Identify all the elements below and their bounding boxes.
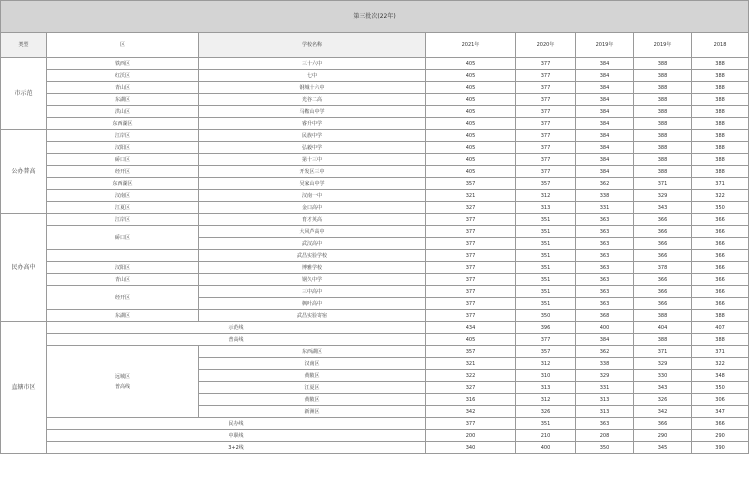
- table-row: [1, 334, 749, 346]
- score-cell: 377: [516, 58, 576, 70]
- score-cell: 405: [426, 154, 516, 166]
- score-cell: 322: [426, 370, 516, 382]
- score-cell: 377: [516, 334, 576, 346]
- score-cell: 208: [576, 430, 634, 442]
- score-cell: 377: [426, 286, 516, 298]
- score-cell: 377: [516, 142, 576, 154]
- table-row: [1, 154, 749, 166]
- header-2020: 2020年: [516, 33, 576, 58]
- score-cell: 351: [516, 262, 576, 274]
- score-cell: 200: [426, 430, 516, 442]
- score-cell: 388: [692, 310, 749, 322]
- score-cell: 371: [692, 346, 749, 358]
- score-cell: 363: [576, 238, 634, 250]
- school-cell: 金口高中: [199, 202, 426, 214]
- score-cell: 362: [576, 178, 634, 190]
- score-cell: 312: [516, 358, 576, 370]
- school-cell: 博雅学校: [199, 262, 426, 274]
- score-cell: 366: [692, 250, 749, 262]
- score-cell: 347: [692, 406, 749, 418]
- score-cell: 388: [692, 142, 749, 154]
- score-cell: 338: [576, 358, 634, 370]
- school-cell: 中职线: [47, 430, 426, 442]
- score-cell: 313: [576, 406, 634, 418]
- table-row: [1, 250, 749, 262]
- score-cell: 366: [692, 262, 749, 274]
- district-cell: 硚口区: [47, 154, 199, 166]
- score-cell: 366: [634, 214, 692, 226]
- district-cell: 青山区: [47, 274, 199, 286]
- score-cell: 363: [576, 262, 634, 274]
- score-cell: 388: [634, 94, 692, 106]
- score-cell: 405: [426, 106, 516, 118]
- table-row: [1, 70, 749, 82]
- score-cell: 326: [634, 394, 692, 406]
- score-cell: 388: [692, 70, 749, 82]
- score-cell: 388: [634, 70, 692, 82]
- score-cell: 388: [692, 334, 749, 346]
- score-cell: 290: [634, 430, 692, 442]
- score-cell: 310: [516, 370, 576, 382]
- score-cell: 351: [516, 298, 576, 310]
- district-cell: 铁西区: [47, 58, 199, 70]
- score-cell: 329: [634, 190, 692, 202]
- score-cell: 377: [516, 70, 576, 82]
- score-cell: 351: [516, 226, 576, 238]
- school-cell: 武昌实验学校: [199, 250, 426, 262]
- score-cell: 366: [634, 226, 692, 238]
- score-cell: 388: [634, 58, 692, 70]
- score-cell: 342: [426, 406, 516, 418]
- district-cell: 东西湖区: [47, 178, 199, 190]
- score-cell: 377: [426, 226, 516, 238]
- score-cell: 388: [634, 106, 692, 118]
- score-cell: 384: [576, 154, 634, 166]
- score-cell: 405: [426, 70, 516, 82]
- score-cell: 366: [634, 286, 692, 298]
- score-cell: 350: [692, 382, 749, 394]
- score-cell: 377: [516, 94, 576, 106]
- score-cell: 366: [692, 418, 749, 430]
- score-cell: 400: [576, 322, 634, 334]
- score-cell: 405: [426, 142, 516, 154]
- score-cell: 306: [692, 394, 749, 406]
- district-cell: 青山区: [47, 82, 199, 94]
- score-cell: 384: [576, 334, 634, 346]
- table-row: [1, 322, 749, 334]
- table-row: [1, 418, 749, 430]
- score-cell: 388: [634, 118, 692, 130]
- score-cell: 405: [426, 94, 516, 106]
- table-row: [1, 142, 749, 154]
- score-cell: 351: [516, 214, 576, 226]
- district-cell: 远城区 普高线: [47, 346, 199, 418]
- score-cell: 363: [576, 214, 634, 226]
- score-cell: 342: [634, 406, 692, 418]
- score-cell: 388: [634, 82, 692, 94]
- score-cell: 357: [516, 346, 576, 358]
- school-cell: 民族中学: [199, 130, 426, 142]
- table-row: [1, 166, 749, 178]
- score-cell: 388: [692, 130, 749, 142]
- score-cell: 377: [426, 250, 516, 262]
- table-row: [1, 58, 749, 70]
- score-cell: 366: [634, 418, 692, 430]
- score-cell: 388: [692, 94, 749, 106]
- score-cell: 345: [634, 442, 692, 454]
- score-cell: 366: [634, 238, 692, 250]
- score-cell: 329: [634, 358, 692, 370]
- score-cell: 327: [426, 382, 516, 394]
- score-cell: 378: [634, 262, 692, 274]
- school-cell: 光谷二高: [199, 94, 426, 106]
- score-cell: 366: [692, 214, 749, 226]
- score-cell: 384: [576, 58, 634, 70]
- school-cell: 枫叶高中: [199, 298, 426, 310]
- score-cell: 351: [516, 286, 576, 298]
- score-cell: 388: [634, 166, 692, 178]
- score-cell: 404: [634, 322, 692, 334]
- score-cell: 396: [516, 322, 576, 334]
- score-cell: 363: [576, 286, 634, 298]
- score-cell: 350: [576, 442, 634, 454]
- score-cell: 366: [692, 226, 749, 238]
- school-cell: 东西湖区: [199, 346, 426, 358]
- score-cell: 388: [692, 82, 749, 94]
- district-cell: 经开区: [47, 166, 199, 178]
- table-row: [1, 106, 749, 118]
- district-cell: 汉阳区: [47, 142, 199, 154]
- school-cell: 钢城十六中: [199, 82, 426, 94]
- table-row: [1, 178, 749, 190]
- school-cell: 三十六中: [199, 58, 426, 70]
- header-school: 学校名称: [199, 33, 426, 58]
- score-cell: 321: [426, 190, 516, 202]
- score-cell: 312: [516, 190, 576, 202]
- header-type: 类型: [1, 33, 47, 58]
- score-cell: 313: [516, 382, 576, 394]
- score-cell: 384: [576, 82, 634, 94]
- school-cell: 民办线: [47, 418, 426, 430]
- score-cell: 340: [426, 442, 516, 454]
- score-cell: 388: [692, 106, 749, 118]
- score-cell: 384: [576, 106, 634, 118]
- score-cell: 388: [692, 154, 749, 166]
- score-cell: 405: [426, 334, 516, 346]
- district-cell: 汉南区: [47, 190, 199, 202]
- district-cell: 江岸区: [47, 130, 199, 142]
- score-cell: 384: [576, 118, 634, 130]
- school-cell: 七中: [199, 70, 426, 82]
- school-cell: 汉南区: [199, 358, 426, 370]
- district-cell: 东湖区: [47, 94, 199, 106]
- score-cell: 366: [634, 250, 692, 262]
- category-cell: 直辖市区: [1, 322, 47, 454]
- score-cell: 363: [576, 298, 634, 310]
- score-cell: 330: [634, 370, 692, 382]
- header-2018: 2018: [692, 33, 749, 58]
- score-cell: 377: [426, 214, 516, 226]
- school-cell: 汉南一中: [199, 190, 426, 202]
- score-cell: 371: [634, 178, 692, 190]
- score-cell: 405: [426, 118, 516, 130]
- score-cell: 331: [576, 202, 634, 214]
- score-cell: 377: [426, 418, 516, 430]
- score-cell: 371: [634, 346, 692, 358]
- score-cell: 329: [576, 370, 634, 382]
- table-row: [1, 442, 749, 454]
- district-cell: 江夏区: [47, 202, 199, 214]
- table-row: [1, 214, 749, 226]
- school-cell: 新洲区: [199, 406, 426, 418]
- table-row: [1, 262, 749, 274]
- school-cell: 示范线: [47, 322, 426, 334]
- score-cell: 366: [692, 274, 749, 286]
- score-cell: 351: [516, 250, 576, 262]
- score-cell: 357: [426, 178, 516, 190]
- table-row: [1, 190, 749, 202]
- table-row: [1, 310, 749, 322]
- district-cell: 江岸区: [47, 214, 199, 226]
- header-district: 区: [47, 33, 199, 58]
- score-cell: 210: [516, 430, 576, 442]
- school-cell: 黄陂区: [199, 394, 426, 406]
- score-cell: 377: [516, 106, 576, 118]
- school-cell: 弘毅中学: [199, 142, 426, 154]
- school-cell: 普高线: [47, 334, 426, 346]
- school-cell: 钢久中学: [199, 274, 426, 286]
- score-cell: 343: [634, 202, 692, 214]
- score-cell: 368: [576, 310, 634, 322]
- table-row: [1, 118, 749, 130]
- score-cell: 290: [692, 430, 749, 442]
- school-cell: 开发区三中: [199, 166, 426, 178]
- score-cell: 377: [516, 166, 576, 178]
- score-cell: 366: [692, 286, 749, 298]
- table-row: [1, 274, 749, 286]
- score-cell: 400: [516, 442, 576, 454]
- score-cell: 388: [692, 166, 749, 178]
- score-cell: 434: [426, 322, 516, 334]
- score-cell: 350: [692, 202, 749, 214]
- category-cell: 民办高中: [1, 214, 47, 322]
- school-cell: 江夏区: [199, 382, 426, 394]
- district-cell: 经开区: [47, 286, 199, 310]
- score-cell: 384: [576, 94, 634, 106]
- district-cell: [47, 250, 199, 262]
- score-cell: 388: [634, 310, 692, 322]
- score-cell: 312: [516, 394, 576, 406]
- score-cell: 377: [516, 118, 576, 130]
- score-cell: 338: [576, 190, 634, 202]
- score-cell: 384: [576, 130, 634, 142]
- score-cell: 313: [576, 394, 634, 406]
- school-cell: 3+2线: [47, 442, 426, 454]
- score-cell: 388: [634, 142, 692, 154]
- score-cell: 388: [634, 334, 692, 346]
- table-row: [1, 430, 749, 442]
- score-cell: 326: [516, 406, 576, 418]
- school-cell: 马鞍山中学: [199, 106, 426, 118]
- score-cell: 390: [692, 442, 749, 454]
- school-cell: 育才英高: [199, 214, 426, 226]
- score-cell: 363: [576, 418, 634, 430]
- score-cell: 316: [426, 394, 516, 406]
- score-cell: 377: [426, 310, 516, 322]
- table-row: [1, 286, 749, 298]
- school-cell: 黄陂区: [199, 370, 426, 382]
- score-cell: 363: [576, 226, 634, 238]
- score-cell: 405: [426, 166, 516, 178]
- school-cell: 吴家山中学: [199, 178, 426, 190]
- score-cell: 331: [576, 382, 634, 394]
- score-cell: 377: [426, 298, 516, 310]
- score-cell: 384: [576, 142, 634, 154]
- district-cell: 硚口区: [47, 226, 199, 250]
- table-row: [1, 226, 749, 238]
- table-row: [1, 130, 749, 142]
- score-cell: 351: [516, 418, 576, 430]
- score-cell: 321: [426, 358, 516, 370]
- school-cell: 第十三中: [199, 154, 426, 166]
- score-cell: 327: [426, 202, 516, 214]
- table-row: [1, 202, 749, 214]
- header-2021: 2021年: [426, 33, 516, 58]
- district-cell: 东湖区: [47, 310, 199, 322]
- score-cell: 362: [576, 346, 634, 358]
- header-2019b: 2019年: [634, 33, 692, 58]
- table-title: 第三批次(22年): [1, 1, 749, 33]
- score-cell: 377: [516, 82, 576, 94]
- score-cell: 377: [426, 274, 516, 286]
- table-row: [1, 82, 749, 94]
- category-cell: 市示范: [1, 58, 47, 130]
- score-cell: 384: [576, 70, 634, 82]
- score-cell: 322: [692, 190, 749, 202]
- category-cell: 公办普高: [1, 130, 47, 214]
- score-cell: 363: [576, 274, 634, 286]
- school-cell: 睿升中学: [199, 118, 426, 130]
- score-cell: 366: [692, 238, 749, 250]
- score-cell: 405: [426, 130, 516, 142]
- school-cell: 大风芦高中: [199, 226, 426, 238]
- score-cell: 357: [426, 346, 516, 358]
- score-cell: 366: [634, 274, 692, 286]
- score-cell: 313: [516, 202, 576, 214]
- score-cell: 357: [516, 178, 576, 190]
- score-cell: 348: [692, 370, 749, 382]
- score-cell: 377: [426, 262, 516, 274]
- score-cell: 377: [516, 130, 576, 142]
- score-cell: 388: [692, 118, 749, 130]
- score-cell: 388: [634, 130, 692, 142]
- score-cell: 407: [692, 322, 749, 334]
- district-cell: 东西湖区: [47, 118, 199, 130]
- district-cell: 红沃区: [47, 70, 199, 82]
- score-cell: 377: [426, 238, 516, 250]
- score-cell: 351: [516, 238, 576, 250]
- school-cell: 三中高中: [199, 286, 426, 298]
- score-cell: 405: [426, 82, 516, 94]
- score-cell: 377: [516, 154, 576, 166]
- score-cell: 350: [516, 310, 576, 322]
- score-cell: 371: [692, 178, 749, 190]
- district-cell: 洪山区: [47, 106, 199, 118]
- score-cell: 366: [634, 298, 692, 310]
- score-cell: 384: [576, 166, 634, 178]
- district-cell: 汉阳区: [47, 262, 199, 274]
- table-row: [1, 94, 749, 106]
- score-cell: 388: [634, 154, 692, 166]
- score-cell: 366: [692, 298, 749, 310]
- score-cell: 388: [692, 58, 749, 70]
- score-cell: 363: [576, 250, 634, 262]
- table-row: [1, 346, 749, 358]
- score-cell: 343: [634, 382, 692, 394]
- score-cell: 405: [426, 58, 516, 70]
- score-cell: 351: [516, 274, 576, 286]
- score-cell: 322: [692, 358, 749, 370]
- school-cell: 武昌实验寄宿: [199, 310, 426, 322]
- school-cell: 武汉高中: [199, 238, 426, 250]
- header-2019a: 2019年: [576, 33, 634, 58]
